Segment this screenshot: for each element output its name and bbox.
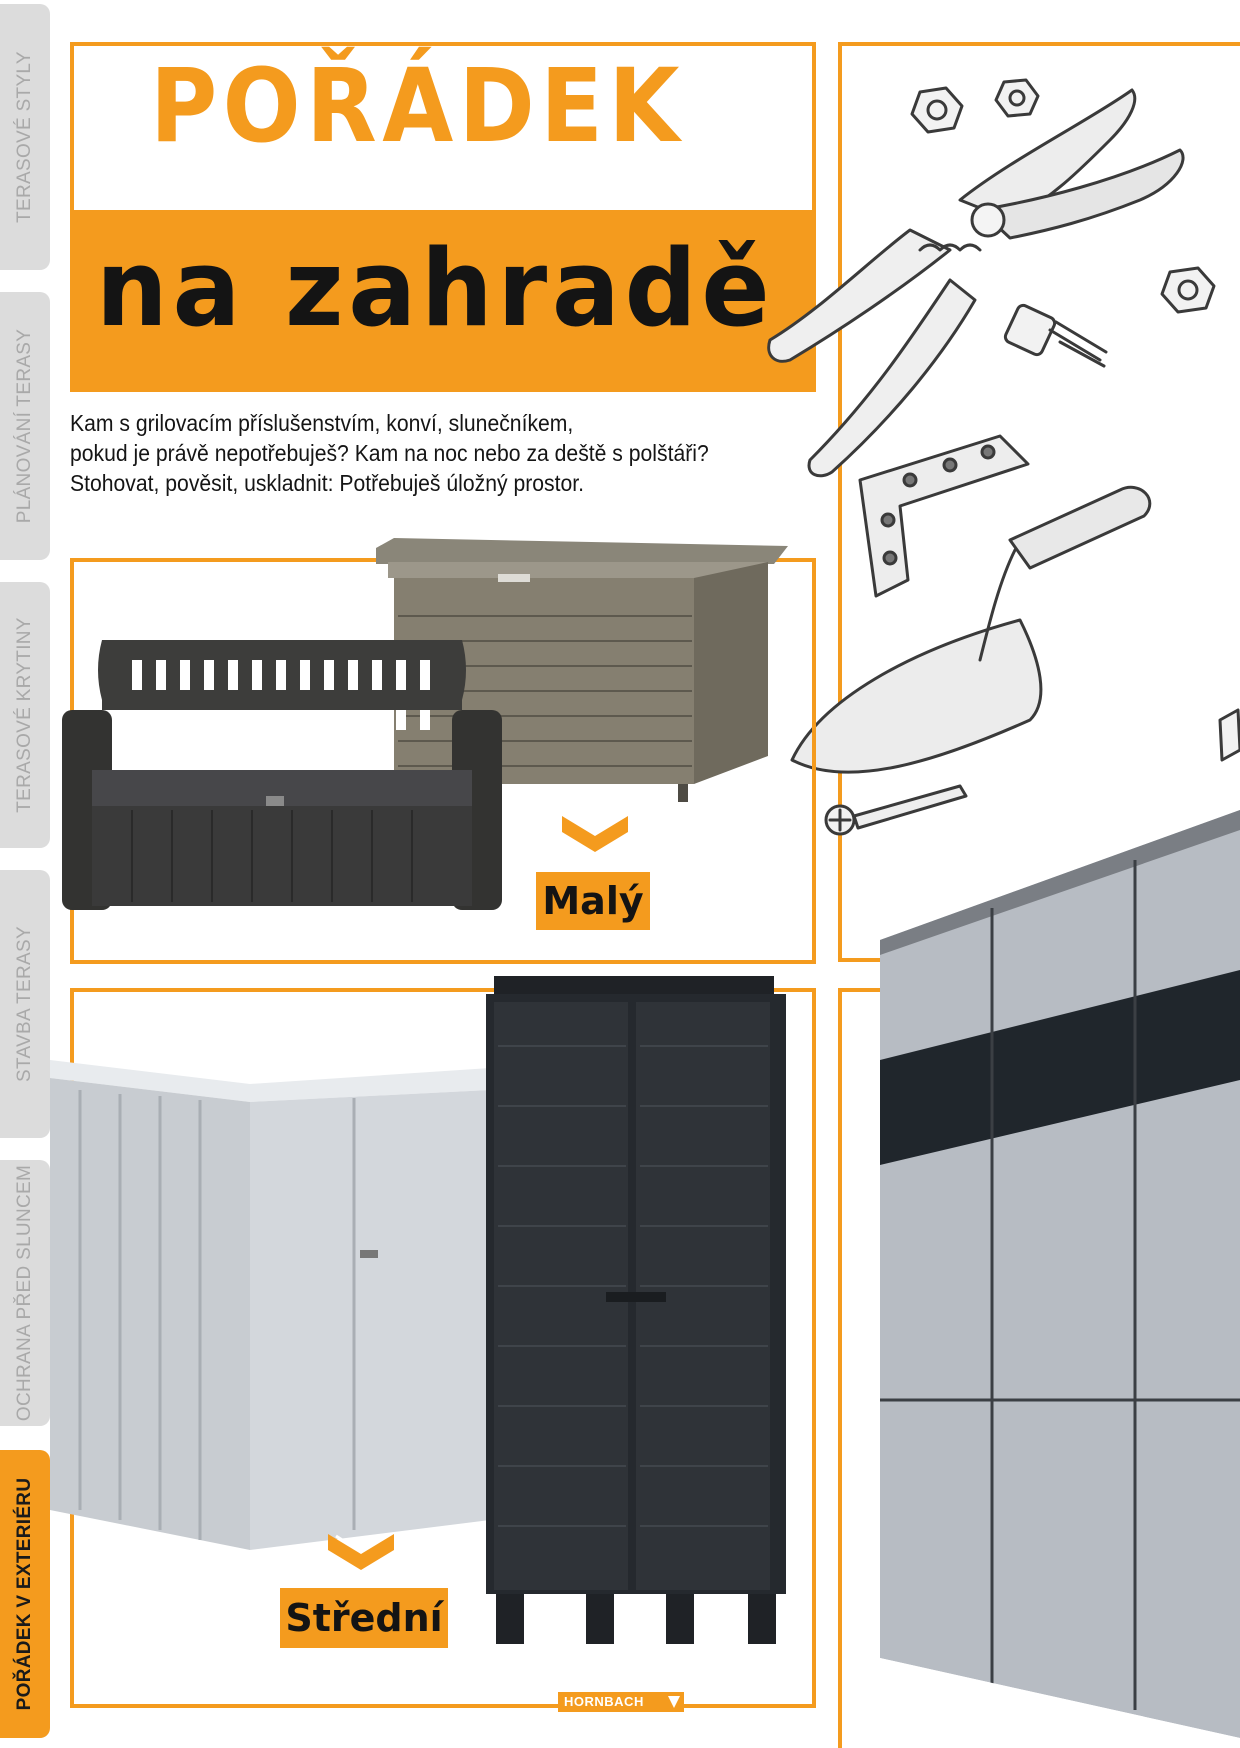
- intro-text: [70, 408, 830, 498]
- intro-line: pokud je právě nepotřebuješ? Kam na noc nebo za deště s polštáři?: [70, 440, 709, 466]
- chevron-down-icon: [326, 1530, 396, 1576]
- side-tab-stavba-terasy[interactable]: [0, 870, 50, 1138]
- size-label-medium: Střední: [280, 1588, 448, 1648]
- side-tab-label: OCHRANA PŘED SLUNCEM: [14, 1164, 35, 1422]
- intro-line: Stohovat, pověsit, uskladnit: Potřebuješ úložný prostor.: [70, 470, 585, 496]
- side-tab-label: STAVBA TERASY: [14, 926, 35, 1082]
- page-subtitle: na zahradě: [96, 227, 775, 350]
- metal-garden-locker-image: [50, 1050, 490, 1550]
- side-tab-label: TERASOVÉ KRYTINY: [14, 617, 35, 813]
- size-label-small: Malý: [536, 872, 650, 930]
- chevron-down-icon: [560, 812, 630, 858]
- logo-mark-icon: [666, 1694, 682, 1710]
- side-tab-terasove-styly[interactable]: [0, 4, 50, 270]
- storage-bench-image: [62, 630, 502, 930]
- side-tab-poradek-v-exterieru[interactable]: [0, 1450, 50, 1738]
- side-tab-planovani-terasy[interactable]: [0, 292, 50, 560]
- side-tab-label: TERASOVÉ STYLY: [14, 51, 35, 223]
- logo-text: HORNBACH: [564, 1694, 644, 1709]
- garden-tools-illustration: [760, 60, 1240, 900]
- side-tab-label: PLÁNOVÁNÍ TERASY: [14, 328, 35, 524]
- side-tab-ochrana-pred-sluncem[interactable]: [0, 1160, 50, 1426]
- intro-line: Kam s grilovacím příslušenstvím, konví, slunečníkem,: [70, 410, 574, 436]
- page-title: POŘÁDEK: [150, 47, 685, 166]
- plastic-cabinet-image: [486, 976, 792, 1656]
- side-tab-label: POŘÁDEK V EXTERIÉRU: [14, 1477, 35, 1711]
- garden-shed-image: [880, 790, 1240, 1738]
- side-tab-terasove-krytiny[interactable]: [0, 582, 50, 848]
- hornbach-logo: [558, 1692, 684, 1712]
